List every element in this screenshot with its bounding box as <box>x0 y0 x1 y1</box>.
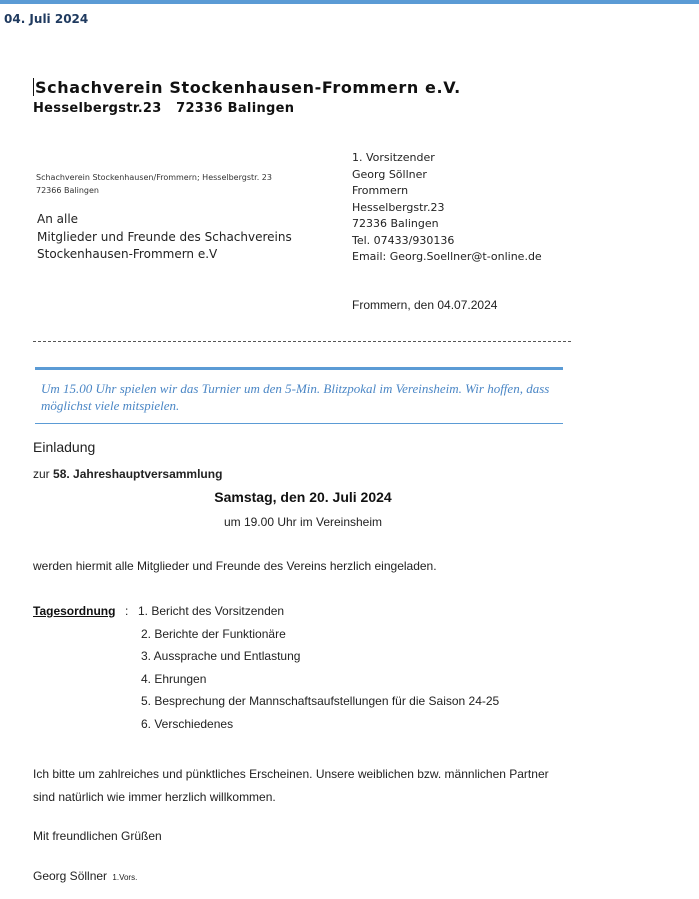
closing-paragraph: Ich bitte um zahlreiches und pünktliches Erscheinen. Unsere weiblichen bzw. männlichen Partner sind natürlich wie immer herzlich willkommen. <box>33 767 549 804</box>
recipient-line: Mitglieder und Freunde des Schachvereins <box>37 229 292 244</box>
recipient-line: An alle <box>37 212 79 226</box>
sender-return-line-1: Schachverein Stockenhausen/Frommern; Hesselbergstr. 23 <box>36 173 272 182</box>
agenda-label: Tagesordnung <box>33 604 116 618</box>
meeting-date: Samstag, den 20. Juli 2024 <box>214 489 392 505</box>
signature-role: 1.Vors. <box>112 873 138 882</box>
sender-return-line-2: 72366 Balingen <box>36 186 99 195</box>
meeting-time-location: um 19.00 Uhr im Vereinsheim <box>223 515 383 529</box>
recipient-line: Stockenhausen-Frommern e.V <box>37 247 218 261</box>
closing-greeting: Mit freundlichen Grüßen <box>33 829 162 843</box>
club-address: Hesselbergstr.23 72336 Balingen <box>33 101 295 116</box>
recipient-block <box>37 211 292 264</box>
agenda-item: 1. Bericht des Vorsitzenden <box>138 604 285 618</box>
text-cursor <box>33 78 34 96</box>
club-name-heading <box>33 78 461 97</box>
meeting-title: 58. Jahreshauptversammlung <box>53 467 223 481</box>
contact-street: Hesselbergstr.23 <box>352 200 445 214</box>
place-date: Frommern, den 04.07.2024 <box>352 298 498 312</box>
contact-block <box>352 150 542 266</box>
contact-place: Frommern <box>352 184 409 197</box>
invitation-heading: Einladung <box>33 439 96 455</box>
agenda-item: 2. Berichte der Funktionäre <box>141 626 286 641</box>
contact-email[interactable]: Email: Georg.Soellner@t-online.de <box>352 250 542 263</box>
agenda-item: 6. Verschiedenes <box>141 716 234 731</box>
contact-phone: Tel. 07433/930136 <box>352 233 455 247</box>
agenda-item: 4. Ehrungen <box>141 671 207 686</box>
contact-role: 1. Vorsitzender <box>352 151 435 164</box>
signature-name: Georg Söllner <box>33 869 108 883</box>
agenda-list <box>138 604 499 740</box>
post-date: 04. Juli 2024 <box>4 12 89 26</box>
signature <box>33 869 137 883</box>
contact-city: 72336 Balingen <box>352 217 439 230</box>
contact-name: Georg Söllner <box>352 167 427 181</box>
dashed-divider <box>33 341 571 342</box>
agenda-label-colon: : <box>125 604 129 618</box>
club-name-text: Schachverein Stockenhausen-Frommern e.V. <box>35 78 461 97</box>
invitation-sentence: werden hiermit alle Mitglieder und Freunde des Vereins herzlich eingeladen. <box>33 559 437 573</box>
agenda-item: 3. Aussprache und Entlastung <box>141 649 301 664</box>
meeting-intro <box>33 467 222 481</box>
agenda-item: 5. Besprechung der Mannschaftsaufstellungen für die Saison 24-25 <box>141 694 500 709</box>
blitz-tournament-notice: Um 15.00 Uhr spielen wir das Turnier um den 5-Min. Blitzpokal im Vereinsheim. Wir hoffen, dass möglichst viele mitspielen. <box>35 367 563 424</box>
meeting-intro-prefix: zur <box>33 467 54 481</box>
letter-document <box>33 0 573 899</box>
